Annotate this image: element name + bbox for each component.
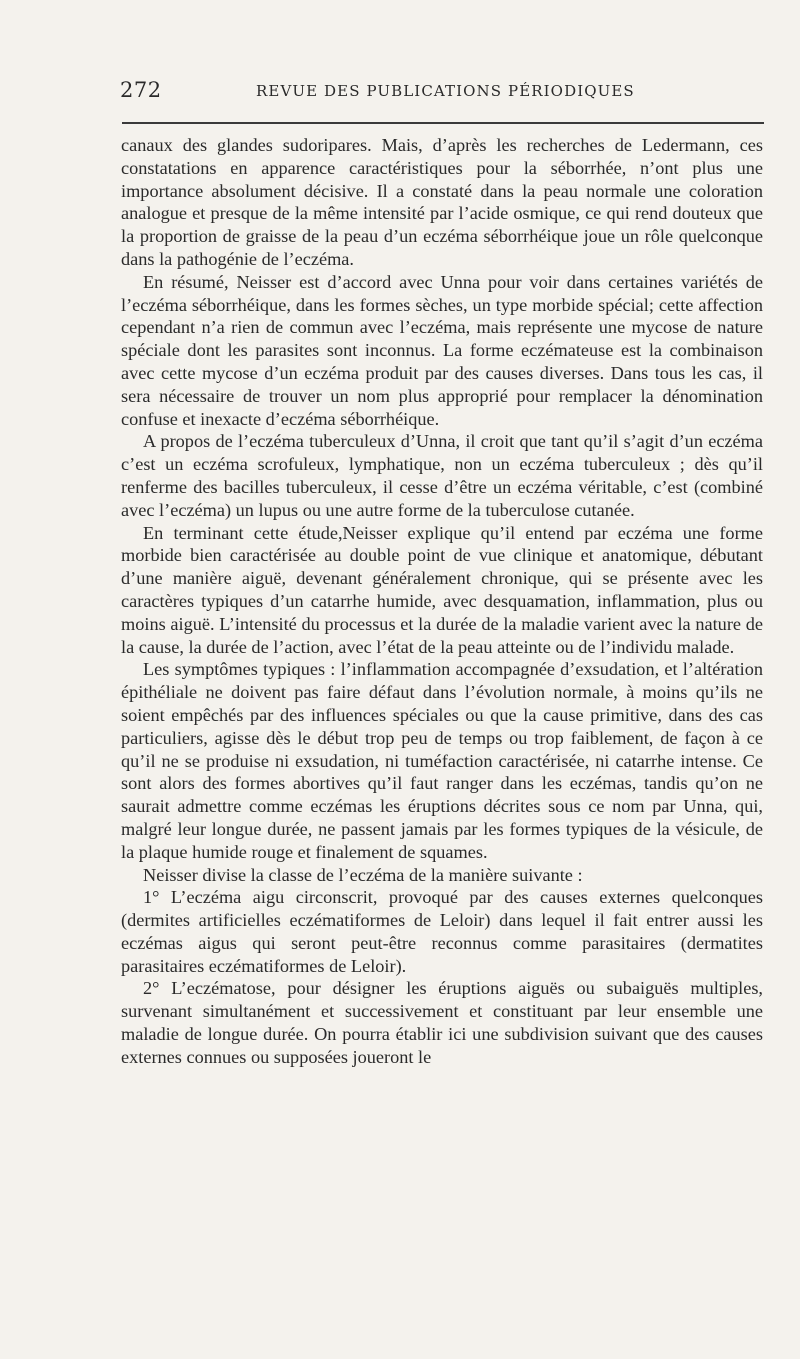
body-text	[121, 134, 763, 1069]
list-item: 1° L’eczéma aigu circonscrit, provoqué par des causes externes quelconques (dermites artificielles eczématiformes de Leloir) dans lequel il fait entrer aussi les eczémas aigus qui seront peut-être reconnus comme parasitaires (dermatites parasitaires eczématiformes de Leloir).	[121, 887, 763, 976]
page-header	[120, 78, 760, 106]
paragraph: A propos de l’eczéma tuberculeux d’Unna, il croit que tant qu’il s’agit d’un eczéma c’est un eczéma scrofuleux, lymphatique, non un eczéma tuberculeux ; dès qu’il renferme des bacilles tuberculeux, il cesse d’être un eczéma véritable, c’est (combiné avec l’eczéma) un lupus ou une autre forme de la tuberculose cutanée.	[121, 431, 763, 520]
paragraph: Les symptômes typiques : l’inflammation accompagnée d’exsudation, et l’altération épithéliale ne doivent pas faire défaut dans l’évolution normale, à moins qu’ils ne soient empêchés par des influences spéciales ou que la cause primitive, dans des cas particuliers, agisse dès le début trop peu de temps ou trop faiblement, de façon à ce qu’il ne se produise ni exsudation, ni tuméfaction caractérisée, ni catarrhe intense. Ce sont alors des formes abortives qu’il faut ranger dans les eczémas, tandis qu’on ne saurait admettre comme eczémas les éruptions décrites sous ce nom par Unna, qui, malgré leur longue durée, ne passent jamais par les formes typiques de la vésicule, de la plaque humide rouge et finalement de squames.	[121, 659, 763, 862]
page-number: 272	[120, 78, 162, 102]
paragraph: Neisser divise la classe de l’eczéma de la manière suivante :	[143, 864, 583, 885]
paragraph: canaux des glandes sudoripares. Mais, d’après les recherches de Ledermann, ces constatations en apparence caractéristiques pour la séborrhée, n’ont plus une importance absolument décisive. Il a constaté dans la peau normale une coloration analogue et presque de la même intensité par l’acide osmique, ce qui rend douteux que la proportion de graisse de la peau d’un eczéma séborrhéique joue un rôle quelconque dans la pathogénie de l’eczéma.	[121, 135, 763, 269]
running-title: REVUE DES PUBLICATIONS PÉRIODIQUES	[256, 82, 635, 100]
paragraph: En résumé, Neisser est d’accord avec Unna pour voir dans certaines variétés de l’eczéma séborrhéique, dans les formes sèches, un type morbide spécial; cette affection cependant n’a rien de commun avec l’eczéma, mais représente une mycose de nature spéciale dont les parasites sont inconnus. La forme eczémateuse est la combinaison avec cette mycose d’un eczéma produit par des causes diverses. Dans tous les cas, il sera nécessaire de trouver un nom plus approprié pour remplacer la dénomination confuse et inexacte d’eczéma séborrhéique.	[121, 271, 763, 429]
paragraph: En terminant cette étude,Neisser explique qu’il entend par eczéma une forme morbide bien caractérisée au double point de vue clinique et anatomique, débutant d’une manière aiguë, devenant généralement chronique, qui se présente avec les caractères typiques d’un catarrhe humide, avec desquamation, inflammation, plus ou moins aiguë. L’intensité du processus et la durée de la maladie varient avec la nature de la cause, la durée de l’action, avec l’état de la peau atteinte ou de l’individu malade.	[121, 522, 763, 657]
header-rule	[122, 122, 764, 124]
list-item: 2° L’eczématose, pour désigner les éruptions aiguës ou subaiguës multiples, survenant simultanément et successivement et constituant par leur ensemble une maladie de longue durée. On pourra établir ici une subdivision suivant que des causes externes connues ou supposées joueront le	[121, 978, 763, 1067]
